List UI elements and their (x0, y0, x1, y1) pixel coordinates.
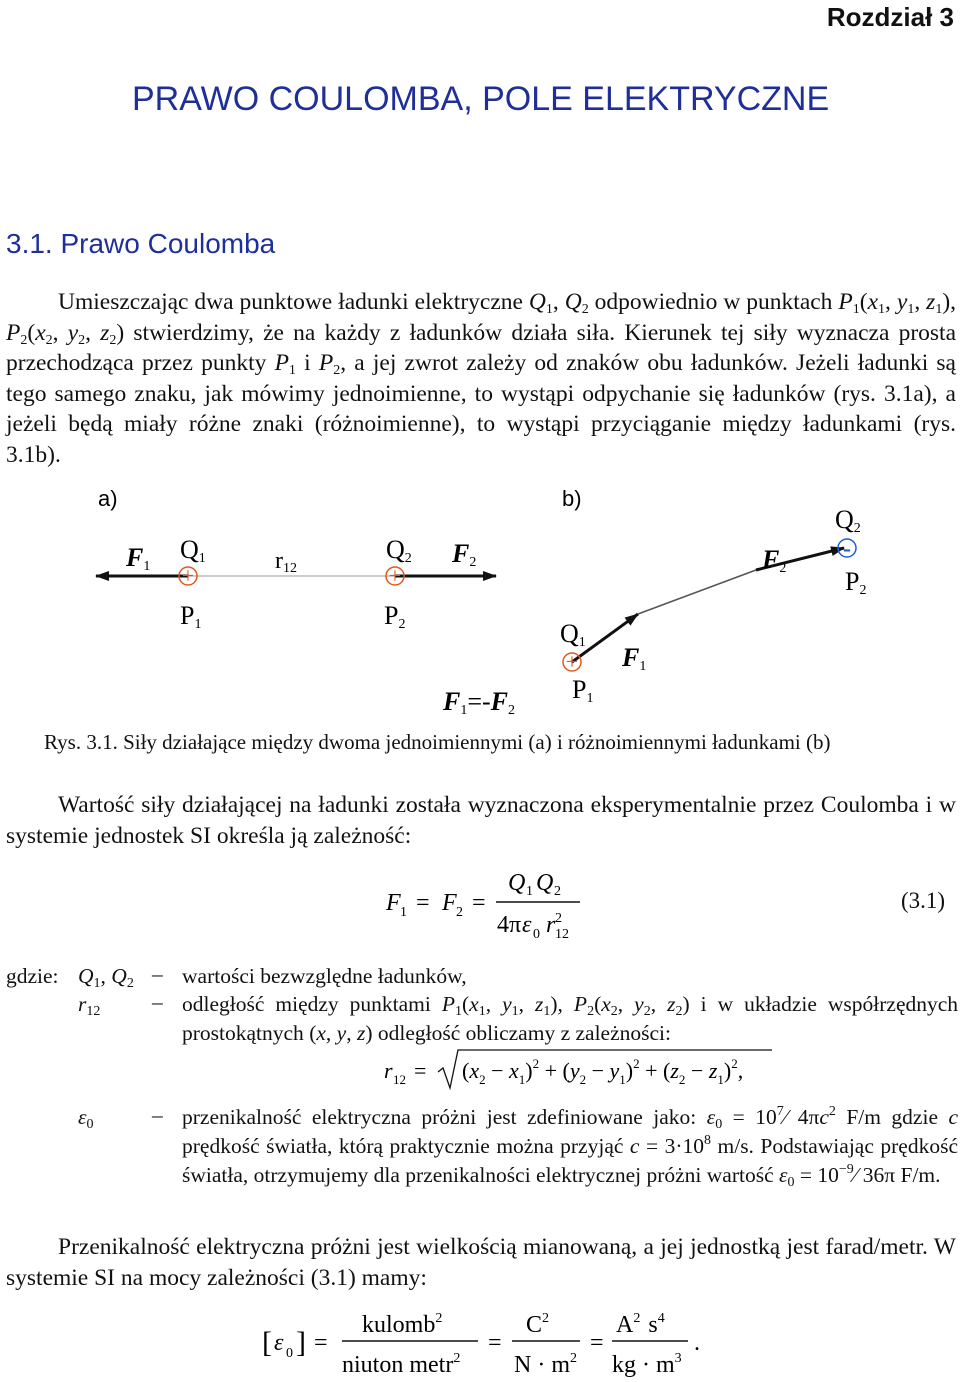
plus-sign-q1: + (181, 563, 195, 588)
svg-text:=: = (488, 1330, 502, 1356)
panel-a-label: a) (98, 486, 118, 511)
label-f2-a: F2 (452, 539, 477, 570)
svg-text:.: . (694, 1330, 700, 1356)
paragraph-units: Przenikalność elektryczna próżni jest wielkością mianowaną, a jej jednostką jest farad/metr. W systemie SI na mocy zależności (3.1) mamy: (6, 1234, 956, 1291)
chapter-title: PRAWO COULOMBA, POLE ELEKTRYCZNE (132, 80, 830, 118)
plus-sign-q2: + (388, 563, 402, 588)
paragraph-coulomb-law: Wartość siły działającej na ładunki została wyznaczona eksperymentalnie przez Coulomba i w systemie jednostek SI określa ją zależność: (6, 792, 956, 849)
dash-2: – (152, 990, 163, 1014)
svg-text:A2s4: $A^2$ $s^4$ (616, 1311, 665, 1338)
svg-text:4π: 4π (497, 912, 522, 938)
label-f1-b: F1 (622, 643, 647, 674)
definition-charges: wartości bezwzględne ładunków, (182, 964, 467, 988)
svg-text:2: 2 (554, 884, 561, 899)
svg-text:r: r (546, 912, 556, 938)
label-q2-a: Q2 (386, 535, 412, 566)
svg-text:1: 1 (526, 884, 533, 899)
line-between-charges-b (638, 570, 756, 614)
minus-sign-q2-b: - (843, 536, 851, 562)
svg-text:=: = (416, 890, 430, 916)
paragraph-intro: Umieszczając dwa punktowe ładunki elektryczne $Q_1$, $Q_2$ odpowiednio w punktach $P_1(x_1$, $y_1$, $z_1$), $P_2(x_2$, $y_2$, $z_2$) stwierdzimy, że na każdy z ładunków działa siła. Kierunek tej siły wyznacza prosta przechodząca przez punkty $P_1$ i $P_2$, a jej zwrot zależy od znaków obu ładunków. Jeżeli ładunki są tego samego znaku, jak mówimy jednoimienne, to wystąpi odpychanie się ładunków (rys. 3.1a), a jeżeli będą miały różne znaki (różnoimienne), to wystąpi przyciąganie między ładunkami (rys. 3.1b). (6, 289, 957, 468)
equation-3-1 (380, 862, 960, 950)
equation-number: (3.1) (901, 888, 946, 913)
label-q1-b: Q1 (560, 619, 586, 650)
label-r12: r12 (275, 548, 297, 576)
svg-text:Q: Q (536, 870, 554, 896)
svg-text:kulomb2: kulomb$^2$ (362, 1311, 443, 1338)
dash-1: – (152, 962, 163, 986)
units-formula (250, 1300, 730, 1382)
svg-text:ε: ε (522, 912, 532, 938)
svg-text:C2: $C^2$ (526, 1311, 550, 1338)
symbol-epsilon0: $\varepsilon_0$ (78, 1105, 94, 1132)
label-p1-b: P1 (572, 675, 594, 706)
label-p2-a: P2 (384, 601, 406, 632)
svg-text:r: r (384, 1058, 393, 1083)
svg-text:12: 12 (393, 1072, 406, 1087)
definition-permittivity: przenikalność elektryczna próżni jest zdefiniowane jako: $\varepsilon_0$ = $10^7⁄$ $4\pi c^2$ F/m gdzie c prędkość światła, którą praktycznie można przyjąć $c = 3\cdot 10^8$ m/s. Podstawiając prędkość światła, otrzymujemy dla przenikalności elektrycznej próżni wartość $\varepsilon_0$ = $10^{-9}⁄$ 36π F/m. (182, 1104, 958, 1190)
svg-text:niuton metr2: niuton metr$^2$ (342, 1351, 461, 1378)
svg-text:=: = (472, 890, 486, 916)
label-q2-b: Q2 (835, 505, 861, 536)
svg-text:2: 2 (456, 905, 463, 920)
label-p2-b: P2 (845, 567, 867, 598)
svg-text:=: = (314, 1330, 328, 1356)
svg-text:(x2 − x1)2 + (y2 − y1)2 + (z2: $(x_2 - x_1)^2 + (y_2 - y_1)^2 + (z_2 - z_1)^2$, (462, 1056, 744, 1087)
svg-text:N · m2: $N \cdot m^2$ (514, 1351, 577, 1378)
svg-text:]: ] (296, 1326, 306, 1359)
svg-text:=: = (590, 1330, 604, 1356)
svg-text:kg · m3: kg · $m^3$ (612, 1351, 682, 1378)
svg-text:F: F (386, 890, 401, 916)
svg-text:[: [ (262, 1326, 272, 1359)
label-q1-a: Q1 (180, 535, 206, 566)
relation-f1-f2: F1=-F2 (443, 687, 516, 718)
gdzie-label: gdzie: (6, 964, 59, 988)
svg-text:Q: Q (508, 870, 526, 896)
distance-formula (380, 1046, 800, 1096)
svg-text:=: = (414, 1058, 427, 1083)
label-p1-a: P1 (180, 601, 202, 632)
figure-caption: Rys. 3.1. Siły działające między dwoma jednoimiennymi (a) i różnoimiennymi ładunkami (b) (44, 730, 831, 754)
definition-distance: odległość między punktami $P_1(x_1$, $y_1$, $z_1$), $P_2(x_2$, $y_2$, $z_2$) i w układzie współrzędnych prostokątnych (x, y, z) odległość obliczamy z zależności: (182, 992, 959, 1045)
svg-text:2: 2 (555, 911, 562, 926)
plus-sign-q1-b: + (565, 649, 579, 674)
label-f1-a: F1 (126, 543, 151, 574)
label-f2-b: F2 (762, 545, 787, 576)
svg-text:0: 0 (286, 1346, 293, 1361)
chapter-label: Rozdział 3 (826, 2, 954, 32)
svg-text:F: F (442, 890, 457, 916)
svg-text:12: 12 (555, 927, 569, 942)
symbol-q1-q2: $Q_1$, $Q_2$ (78, 964, 134, 991)
svg-text:1: 1 (400, 905, 407, 920)
dash-3: – (152, 1103, 163, 1127)
panel-b-label: b) (562, 486, 582, 511)
svg-text:0: 0 (533, 927, 540, 942)
figure-3-1 (0, 476, 960, 726)
section-title: 3.1. Prawo Coulomba (6, 228, 276, 259)
symbol-r12: $r_{12}$ (78, 992, 101, 1019)
svg-text:ε: ε (274, 1330, 284, 1356)
